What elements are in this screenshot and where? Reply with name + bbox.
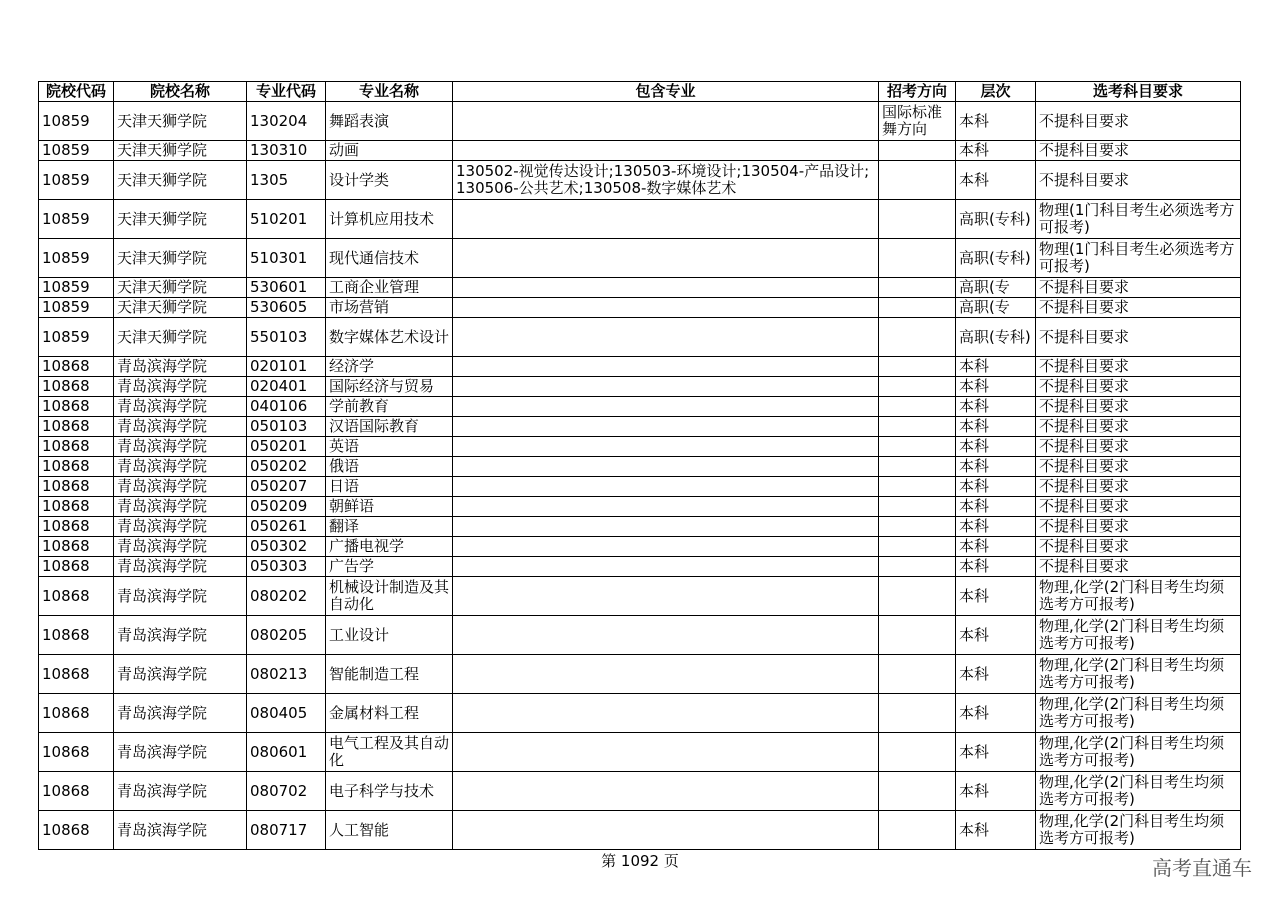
cell-subject-requirement: 物理(1门科目考生必须选考方可报考) (1036, 239, 1241, 278)
table-row (39, 557, 1241, 577)
admissions-table (38, 81, 1241, 850)
cell-major-code: 080213 (247, 655, 326, 694)
cell-level: 本科 (956, 577, 1036, 616)
cell-school-name: 青岛滨海学院 (114, 437, 247, 457)
cell-included-majors (453, 437, 879, 457)
cell-school-name: 青岛滨海学院 (114, 733, 247, 772)
cell-school-code: 10868 (39, 616, 114, 655)
cell-school-name: 青岛滨海学院 (114, 417, 247, 437)
cell-level: 本科 (956, 497, 1036, 517)
cell-school-code: 10868 (39, 377, 114, 397)
cell-school-name: 青岛滨海学院 (114, 517, 247, 537)
cell-major-name: 电子科学与技术 (326, 772, 453, 811)
cell-school-name: 青岛滨海学院 (114, 537, 247, 557)
cell-school-code: 10868 (39, 733, 114, 772)
cell-subject-requirement: 不提科目要求 (1036, 318, 1241, 357)
cell-direction (879, 694, 956, 733)
cell-school-name: 天津天狮学院 (114, 102, 247, 141)
cell-school-name: 青岛滨海学院 (114, 557, 247, 577)
cell-direction: 国际标准舞方向 (879, 102, 956, 141)
cell-school-code: 10868 (39, 477, 114, 497)
cell-school-code: 10868 (39, 497, 114, 517)
cell-school-code: 10859 (39, 102, 114, 141)
cell-subject-requirement: 不提科目要求 (1036, 477, 1241, 497)
cell-included-majors (453, 417, 879, 437)
cell-level: 本科 (956, 557, 1036, 577)
table-row (39, 733, 1241, 772)
cell-major-name: 广告学 (326, 557, 453, 577)
table-row (39, 437, 1241, 457)
cell-subject-requirement: 不提科目要求 (1036, 141, 1241, 161)
table-row (39, 497, 1241, 517)
header-direction: 招考方向 (879, 82, 956, 102)
cell-subject-requirement: 不提科目要求 (1036, 457, 1241, 477)
cell-school-code: 10859 (39, 278, 114, 298)
cell-included-majors (453, 694, 879, 733)
cell-school-code: 10868 (39, 772, 114, 811)
cell-included-majors (453, 457, 879, 477)
cell-major-code: 530605 (247, 298, 326, 318)
cell-school-code: 10868 (39, 517, 114, 537)
cell-major-name: 英语 (326, 437, 453, 457)
cell-major-name: 翻译 (326, 517, 453, 537)
cell-direction (879, 655, 956, 694)
cell-level: 本科 (956, 457, 1036, 477)
cell-included-majors (453, 557, 879, 577)
cell-school-name: 青岛滨海学院 (114, 772, 247, 811)
header-major-name: 专业名称 (326, 82, 453, 102)
cell-direction (879, 497, 956, 517)
cell-major-code: 040106 (247, 397, 326, 417)
cell-included-majors: 130502-视觉传达设计;130503-环境设计;130504-产品设计;130506-公共艺术;130508-数字媒体艺术 (453, 161, 879, 200)
cell-major-name: 数字媒体艺术设计 (326, 318, 453, 357)
cell-school-name: 青岛滨海学院 (114, 577, 247, 616)
cell-direction (879, 577, 956, 616)
cell-subject-requirement: 不提科目要求 (1036, 357, 1241, 377)
cell-direction (879, 318, 956, 357)
cell-school-name: 天津天狮学院 (114, 318, 247, 357)
table-row (39, 616, 1241, 655)
cell-major-code: 510301 (247, 239, 326, 278)
cell-school-name: 天津天狮学院 (114, 200, 247, 239)
cell-school-code: 10859 (39, 200, 114, 239)
cell-school-code: 10868 (39, 537, 114, 557)
cell-level: 本科 (956, 537, 1036, 557)
cell-school-code: 10859 (39, 161, 114, 200)
cell-level: 本科 (956, 655, 1036, 694)
cell-level: 高职(专科) (956, 200, 1036, 239)
cell-major-name: 机械设计制造及其自动化 (326, 577, 453, 616)
cell-level: 本科 (956, 772, 1036, 811)
cell-included-majors (453, 477, 879, 497)
header-school-code: 院校代码 (39, 82, 114, 102)
cell-school-code: 10868 (39, 437, 114, 457)
cell-school-name: 青岛滨海学院 (114, 457, 247, 477)
cell-included-majors (453, 357, 879, 377)
cell-major-name: 设计学类 (326, 161, 453, 200)
cell-direction (879, 517, 956, 537)
table-row (39, 161, 1241, 200)
cell-major-code: 550103 (247, 318, 326, 357)
cell-school-code: 10859 (39, 298, 114, 318)
cell-subject-requirement: 不提科目要求 (1036, 161, 1241, 200)
cell-level: 本科 (956, 102, 1036, 141)
watermark: 高考直通车 (1152, 856, 1252, 880)
cell-level: 本科 (956, 377, 1036, 397)
cell-school-code: 10868 (39, 457, 114, 477)
table-row (39, 457, 1241, 477)
cell-major-code: 1305 (247, 161, 326, 200)
table-row (39, 318, 1241, 357)
table-row (39, 517, 1241, 537)
cell-direction (879, 278, 956, 298)
cell-school-code: 10868 (39, 397, 114, 417)
table-header-row (39, 82, 1241, 102)
cell-included-majors (453, 537, 879, 557)
cell-school-code: 10859 (39, 141, 114, 161)
cell-included-majors (453, 616, 879, 655)
cell-subject-requirement: 不提科目要求 (1036, 497, 1241, 517)
cell-school-name: 天津天狮学院 (114, 278, 247, 298)
cell-major-code: 510201 (247, 200, 326, 239)
header-major-code: 专业代码 (247, 82, 326, 102)
cell-level: 本科 (956, 616, 1036, 655)
cell-major-name: 动画 (326, 141, 453, 161)
cell-level: 本科 (956, 811, 1036, 850)
cell-major-code: 020101 (247, 357, 326, 377)
cell-school-code: 10868 (39, 694, 114, 733)
cell-major-name: 国际经济与贸易 (326, 377, 453, 397)
cell-school-name: 天津天狮学院 (114, 298, 247, 318)
cell-major-code: 080702 (247, 772, 326, 811)
cell-included-majors (453, 733, 879, 772)
cell-level: 本科 (956, 357, 1036, 377)
cell-school-code: 10868 (39, 811, 114, 850)
cell-included-majors (453, 497, 879, 517)
cell-included-majors (453, 377, 879, 397)
cell-major-code: 080205 (247, 616, 326, 655)
header-included-majors: 包含专业 (453, 82, 879, 102)
cell-school-code: 10859 (39, 239, 114, 278)
header-school-name: 院校名称 (114, 82, 247, 102)
cell-included-majors (453, 397, 879, 417)
table-row (39, 377, 1241, 397)
cell-subject-requirement: 不提科目要求 (1036, 437, 1241, 457)
cell-subject-requirement: 物理,化学(2门科目考生均须选考方可报考) (1036, 616, 1241, 655)
cell-direction (879, 616, 956, 655)
cell-school-name: 青岛滨海学院 (114, 377, 247, 397)
cell-subject-requirement: 不提科目要求 (1036, 377, 1241, 397)
cell-level: 高职(专科) (956, 318, 1036, 357)
table-row (39, 298, 1241, 318)
table-row (39, 141, 1241, 161)
cell-level: 本科 (956, 733, 1036, 772)
cell-subject-requirement: 不提科目要求 (1036, 517, 1241, 537)
cell-major-name: 舞蹈表演 (326, 102, 453, 141)
table-row (39, 102, 1241, 141)
cell-major-code: 050302 (247, 537, 326, 557)
cell-direction (879, 772, 956, 811)
cell-direction (879, 239, 956, 278)
cell-included-majors (453, 811, 879, 850)
cell-included-majors (453, 200, 879, 239)
table-row (39, 239, 1241, 278)
cell-school-code: 10868 (39, 357, 114, 377)
cell-included-majors (453, 239, 879, 278)
cell-major-code: 050207 (247, 477, 326, 497)
cell-major-code: 050303 (247, 557, 326, 577)
cell-school-name: 青岛滨海学院 (114, 497, 247, 517)
cell-major-name: 经济学 (326, 357, 453, 377)
cell-direction (879, 377, 956, 397)
header-level: 层次 (956, 82, 1036, 102)
cell-major-name: 计算机应用技术 (326, 200, 453, 239)
cell-included-majors (453, 655, 879, 694)
cell-direction (879, 141, 956, 161)
cell-major-code: 020401 (247, 377, 326, 397)
cell-school-name: 天津天狮学院 (114, 161, 247, 200)
cell-subject-requirement: 不提科目要求 (1036, 102, 1241, 141)
cell-level: 本科 (956, 141, 1036, 161)
cell-major-code: 080717 (247, 811, 326, 850)
cell-included-majors (453, 298, 879, 318)
cell-direction (879, 298, 956, 318)
cell-level: 本科 (956, 517, 1036, 537)
table-row (39, 397, 1241, 417)
table-row (39, 200, 1241, 239)
table-body (39, 102, 1241, 850)
cell-level: 高职(专 (956, 278, 1036, 298)
cell-school-name: 天津天狮学院 (114, 239, 247, 278)
cell-subject-requirement: 物理,化学(2门科目考生均须选考方可报考) (1036, 577, 1241, 616)
cell-subject-requirement: 不提科目要求 (1036, 417, 1241, 437)
cell-level: 本科 (956, 477, 1036, 497)
table-row (39, 577, 1241, 616)
cell-included-majors (453, 517, 879, 537)
cell-major-code: 050103 (247, 417, 326, 437)
cell-subject-requirement: 物理,化学(2门科目考生均须选考方可报考) (1036, 772, 1241, 811)
cell-school-name: 青岛滨海学院 (114, 477, 247, 497)
cell-direction (879, 437, 956, 457)
cell-school-code: 10868 (39, 557, 114, 577)
cell-direction (879, 537, 956, 557)
cell-direction (879, 200, 956, 239)
cell-subject-requirement: 不提科目要求 (1036, 278, 1241, 298)
cell-major-code: 050261 (247, 517, 326, 537)
cell-subject-requirement: 不提科目要求 (1036, 397, 1241, 417)
cell-major-code: 080202 (247, 577, 326, 616)
cell-school-name: 青岛滨海学院 (114, 357, 247, 377)
cell-school-name: 青岛滨海学院 (114, 397, 247, 417)
cell-level: 本科 (956, 417, 1036, 437)
cell-major-name: 汉语国际教育 (326, 417, 453, 437)
cell-subject-requirement: 物理,化学(2门科目考生均须选考方可报考) (1036, 733, 1241, 772)
cell-major-name: 日语 (326, 477, 453, 497)
cell-level: 高职(专科) (956, 239, 1036, 278)
cell-subject-requirement: 物理,化学(2门科目考生均须选考方可报考) (1036, 694, 1241, 733)
cell-major-name: 广播电视学 (326, 537, 453, 557)
cell-direction (879, 811, 956, 850)
cell-school-name: 青岛滨海学院 (114, 616, 247, 655)
cell-direction (879, 733, 956, 772)
cell-school-code: 10868 (39, 417, 114, 437)
cell-school-name: 青岛滨海学院 (114, 811, 247, 850)
cell-major-code: 130310 (247, 141, 326, 161)
table-row (39, 655, 1241, 694)
table-row (39, 278, 1241, 298)
cell-level: 本科 (956, 694, 1036, 733)
table-row (39, 417, 1241, 437)
cell-major-name: 工业设计 (326, 616, 453, 655)
header-subject-requirement: 选考科目要求 (1036, 82, 1241, 102)
cell-major-name: 电气工程及其自动化 (326, 733, 453, 772)
cell-included-majors (453, 577, 879, 616)
cell-subject-requirement: 物理(1门科目考生必须选考方可报考) (1036, 200, 1241, 239)
cell-subject-requirement: 不提科目要求 (1036, 298, 1241, 318)
cell-school-code: 10868 (39, 577, 114, 616)
cell-major-name: 金属材料工程 (326, 694, 453, 733)
cell-direction (879, 161, 956, 200)
cell-major-name: 学前教育 (326, 397, 453, 417)
cell-major-code: 530601 (247, 278, 326, 298)
table-row (39, 477, 1241, 497)
cell-level: 本科 (956, 161, 1036, 200)
cell-major-name: 市场营销 (326, 298, 453, 318)
table-row (39, 357, 1241, 377)
cell-major-name: 现代通信技术 (326, 239, 453, 278)
cell-major-code: 080405 (247, 694, 326, 733)
cell-school-name: 青岛滨海学院 (114, 694, 247, 733)
cell-level: 本科 (956, 437, 1036, 457)
cell-major-name: 人工智能 (326, 811, 453, 850)
cell-school-name: 青岛滨海学院 (114, 655, 247, 694)
table-row (39, 537, 1241, 557)
cell-subject-requirement: 不提科目要求 (1036, 557, 1241, 577)
cell-included-majors (453, 278, 879, 298)
cell-included-majors (453, 141, 879, 161)
cell-direction (879, 357, 956, 377)
cell-direction (879, 417, 956, 437)
table-row (39, 772, 1241, 811)
cell-school-code: 10859 (39, 318, 114, 357)
page-number: 第 1092 页 (601, 852, 679, 870)
cell-major-code: 080601 (247, 733, 326, 772)
cell-direction (879, 557, 956, 577)
cell-included-majors (453, 318, 879, 357)
cell-major-code: 050202 (247, 457, 326, 477)
cell-school-name: 天津天狮学院 (114, 141, 247, 161)
cell-direction (879, 457, 956, 477)
cell-school-code: 10868 (39, 655, 114, 694)
cell-major-code: 050209 (247, 497, 326, 517)
cell-direction (879, 477, 956, 497)
cell-major-code: 130204 (247, 102, 326, 141)
cell-major-name: 工商企业管理 (326, 278, 453, 298)
table-row (39, 694, 1241, 733)
cell-major-name: 俄语 (326, 457, 453, 477)
cell-subject-requirement: 物理,化学(2门科目考生均须选考方可报考) (1036, 655, 1241, 694)
cell-subject-requirement: 物理,化学(2门科目考生均须选考方可报考) (1036, 811, 1241, 850)
cell-major-code: 050201 (247, 437, 326, 457)
cell-level: 高职(专 (956, 298, 1036, 318)
cell-included-majors (453, 102, 879, 141)
cell-direction (879, 397, 956, 417)
cell-major-name: 智能制造工程 (326, 655, 453, 694)
cell-major-name: 朝鲜语 (326, 497, 453, 517)
table-row (39, 811, 1241, 850)
cell-included-majors (453, 772, 879, 811)
cell-subject-requirement: 不提科目要求 (1036, 537, 1241, 557)
cell-level: 本科 (956, 397, 1036, 417)
